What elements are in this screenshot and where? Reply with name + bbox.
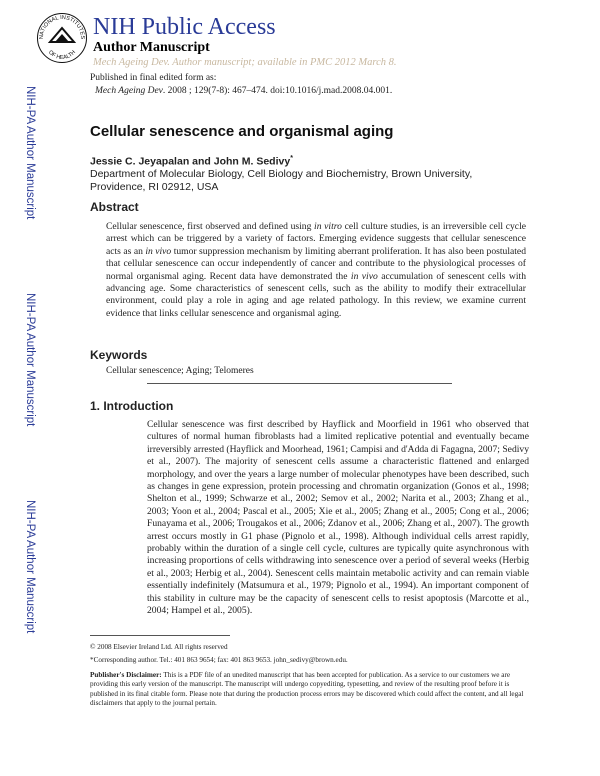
author-separator: and xyxy=(189,155,214,168)
nih-public-access-title: NIH Public Access xyxy=(93,14,276,40)
author-manuscript-label: Author Manuscript xyxy=(93,40,210,55)
side-label: NIH-PA Author Manuscript xyxy=(24,86,36,220)
citation xyxy=(95,86,392,96)
introduction-text: Cellular senescence was first described by Hayflick and Moorfield in 1961 who observed that cultures of normal human fibroblasts had a limited replicative potential and eventually became irreversibly arrested (Hayflick and Moorhead, 1961; Campisi and d'Adda di Fagagna, 2007; Sedivy et al., 2007). The majority of senescent cells assume a characteristic flattened and enlarged morphology, and over the years a large number of molecular phenotypes have been described, such as changes in gene expression, protein processing and chromatin organization (Gonos et al., 1998; Shelton et al., 1999; Schwarze et al., 2002; Semov et al., 2002; Narita et al., 2003; Zhang et al., 2003; Yoon et al., 2004; Pascal et al., 2005; Xie et al., 2005; Zhang et al., 2005; Cong et al., 2006; Funayama et al., 2006; Trougakos et al., 2006; Zdanov et al., 2006; Zhang et al., 2007). The growth arrest occurs mostly in G1 phase (Pignolo et al., 1998). Although individual cells arrest rapidly, probably within the duration of a single cell cycle, cultures are typically quite asynchronous with increasing proportions of cells withdrawing into senescence over a period of several weeks (Herbig et al., 2003; Herbig et al., 2004). Senescent cells maintain metabolic activity and can remain viable essentially indefinitely (Matsumura et al., 1979; Pignolo et al., 1994). An important component of this stability in culture may be the capacity of senescent cells to resist apoptosis (Marcotte et al., 2004; Hampel et al., 2005). xyxy=(147,419,529,617)
divider xyxy=(147,383,452,384)
availability-note: Mech Ageing Dev. Author manuscript; available in PMC 2012 March 8. xyxy=(93,57,397,68)
author-name: John M. Sedivy xyxy=(213,155,291,168)
affiliation: Department of Molecular Biology, Cell Biology and Biochemistry, Brown University, Providence, RI 02912, USA xyxy=(90,168,473,193)
nih-seal-logo xyxy=(36,12,88,64)
corresponding-mark: * xyxy=(290,155,293,162)
keywords-text: Cellular senescence; Aging; Telomeres xyxy=(106,366,254,376)
side-label: NIH-PA Author Manuscript xyxy=(24,293,36,427)
published-in-label: Published in final edited form as: xyxy=(90,73,217,83)
article-title: Cellular senescence and organismal aging xyxy=(90,123,394,140)
copyright-notice: © 2008 Elsevier Ireland Ltd. All rights reserved xyxy=(90,643,228,651)
abstract-heading: Abstract xyxy=(90,200,139,214)
side-label: NIH-PA Author Manuscript xyxy=(24,500,36,634)
footnote-divider xyxy=(90,635,230,636)
introduction-heading: 1. Introduction xyxy=(90,399,174,413)
svg-text:NATIONAL INSTITUTES: NATIONAL INSTITUTES xyxy=(38,14,86,40)
author-list xyxy=(90,155,293,168)
citation-details: . 2008 ; 129(7-8): 467–474. doi:10.1016/j.mad.2008.04.001. xyxy=(162,86,393,96)
journal-name: Mech Ageing Dev xyxy=(95,86,163,96)
abstract-text: Cellular senescence, first observed and defined using in vitro cell culture studies, is an irreversible cell cycle arrest which can be triggered by a variety of factors. Emerging evidence suggests that cellular senescence acts as an in vivo tumor suppression mechanism by limiting aberrant proliferation. It has also been postulated that cellular senescence can occur independently of cancer and contribute to the physiological processes of normal organismal aging. Recent data have demonstrated the in vivo accumulation of senescent cells with advancing age. Some characteristics of senescent cells, such as the ability to modify their extracellular environment, could play a role in aging and age related pathology. In this review, we examine current evidence that links cellular senescence and organismal aging. xyxy=(106,221,526,319)
keywords-heading: Keywords xyxy=(90,348,148,362)
publisher-disclaimer: Publisher's Disclaimer: This is a PDF file of an unedited manuscript that has been accepted for publication. As a service to our customers we are providing this early version of the manuscript. The manuscript will undergo copyediting, typesetting, and review of the resulting proof before it is published in its final citable form. Please note that during the production process errors may be discovered which could affect the content, and all legal disclaimers that apply to the journal pertain. xyxy=(90,671,524,708)
svg-text:OF HEALTH: OF HEALTH xyxy=(46,49,78,62)
corresponding-author-note: *Corresponding author. Tel.: 401 863 9654; fax: 401 863 9653. john_sedivy@brown.edu. xyxy=(90,656,348,664)
author-name: Jessie C. Jeyapalan xyxy=(90,155,190,168)
